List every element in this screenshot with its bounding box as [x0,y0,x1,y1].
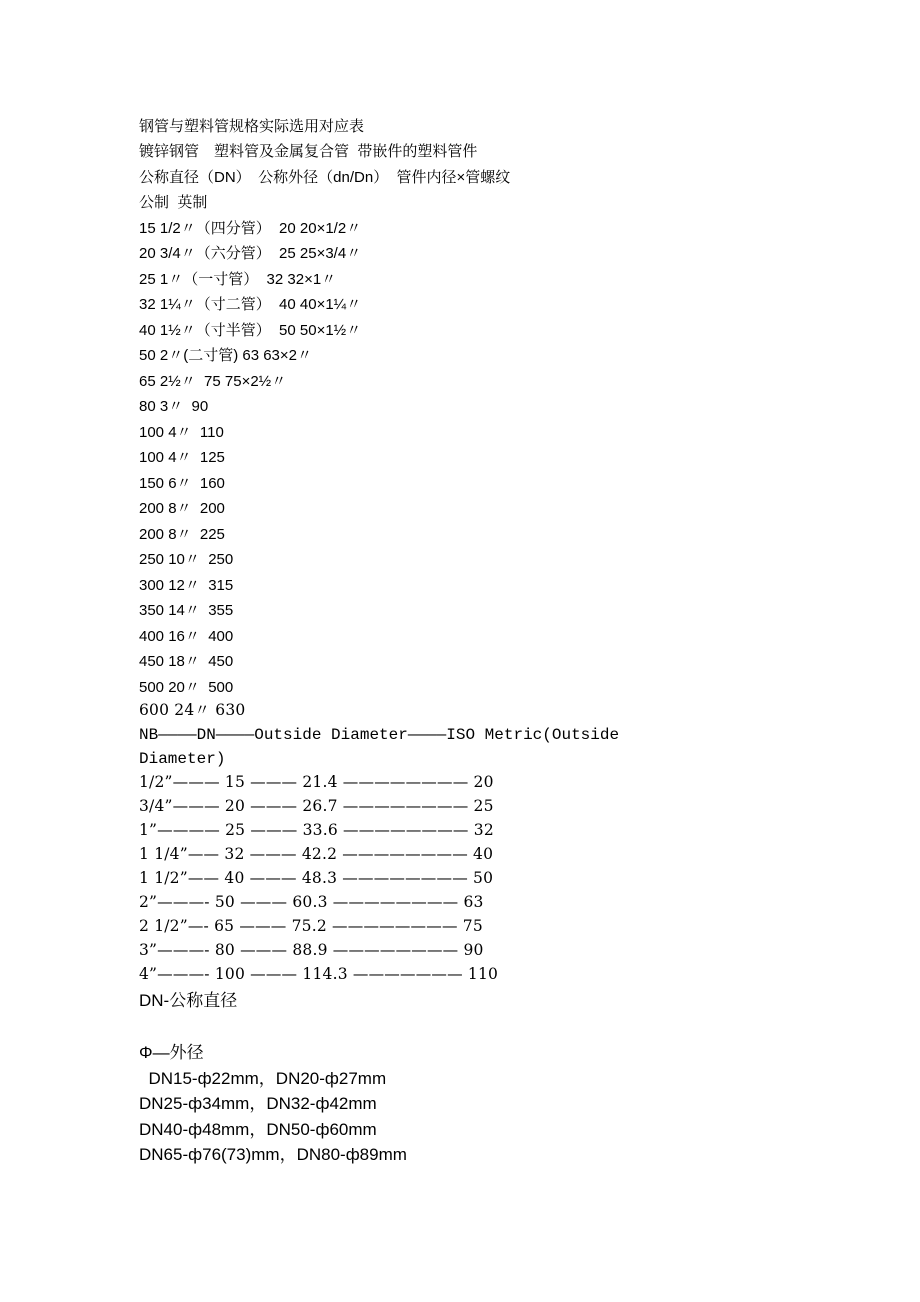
dn-phi-line: DN40-ф48mm，DN50-ф60mm [139,1120,377,1139]
table1-row: 200 8〃 200 [139,500,225,517]
table1-row: 20 3/4〃（六分管） 25 25×3/4〃 [139,245,362,262]
table1-row: 80 3〃 90 [139,398,209,415]
table1-row: 40 1½〃（寸半管） 50 50×1½〃 [139,322,362,339]
table2-row: 1”———— 25 ——— 33.6 ———————— 32 [139,821,494,839]
table1-row: 32 1¼〃（寸二管） 40 40×1¼〃 [139,296,362,313]
table1-row: 500 20〃 500 [139,679,234,696]
table1-row: 150 6〃 160 [139,475,225,492]
doc-title: 钢管与塑料管规格实际选用对应表 [139,118,365,135]
dn-phi-line: DN25-ф34mm，DN32-ф42mm [139,1094,377,1113]
table1-row: 300 12〃 315 [139,577,234,594]
table1-row: 450 18〃 450 [139,653,234,670]
table1-header-row1: 镀锌钢管 塑料管及金属复合管 带嵌件的塑料管件 [139,143,478,160]
table1-row-last: 600 24〃 630 [139,701,246,719]
table1-header-row3: 公制 英制 [139,194,208,211]
table1-row: 65 2½〃 75 75×2½〃 [139,373,287,390]
table2-row: 1 1/4”—— 32 ——— 42.2 ———————— 40 [139,845,494,863]
table2-row: 2 1/2”—- 65 ——— 75.2 ———————— 75 [139,917,483,935]
table1-row: 100 4〃 110 [139,424,224,441]
phi-definition: Φ—外径 [139,1043,204,1062]
table1-row: 15 1/2〃（四分管） 20 20×1/2〃 [139,220,362,237]
table2-row: 2”———- 50 ——— 60.3 ———————— 63 [139,893,484,911]
dn-phi-line: DN15-ф22mm，DN20-ф27mm [139,1069,387,1088]
table1-row: 25 1〃（一寸管） 32 32×1〃 [139,271,337,288]
table2-row: 1/2”——— 15 ——— 21.4 ———————— 20 [139,773,494,791]
table2-header: NB————DN————Outside Diameter————ISO Metric(Outside [139,726,620,744]
table2-row: 3”———- 80 ——— 88.9 ———————— 90 [139,941,484,959]
table2-row: 1 1/2”—— 40 ——— 48.3 ———————— 50 [139,869,494,887]
table2-row: 3/4”——— 20 ——— 26.7 ———————— 25 [139,797,494,815]
table1-header-row2: 公称直径（DN） 公称外径（dn/Dn） 管件内径×管螺纹 [139,169,511,186]
table1-row: 50 2〃(二寸管) 63 63×2〃 [139,347,312,364]
table1-row: 200 8〃 225 [139,526,225,543]
table2-header-continued: Diameter) [139,750,226,768]
table1-row: 400 16〃 400 [139,628,234,645]
table1-row: 250 10〃 250 [139,551,234,568]
table1-row: 100 4〃 125 [139,449,225,466]
dn-definition: DN-公称直径 [139,991,238,1010]
table2-row: 4”———- 100 ——— 114.3 ——————— 110 [139,965,499,983]
table1-row: 350 14〃 355 [139,602,234,619]
dn-phi-line: DN65-ф76(73)mm，DN80-ф89mm [139,1145,407,1164]
